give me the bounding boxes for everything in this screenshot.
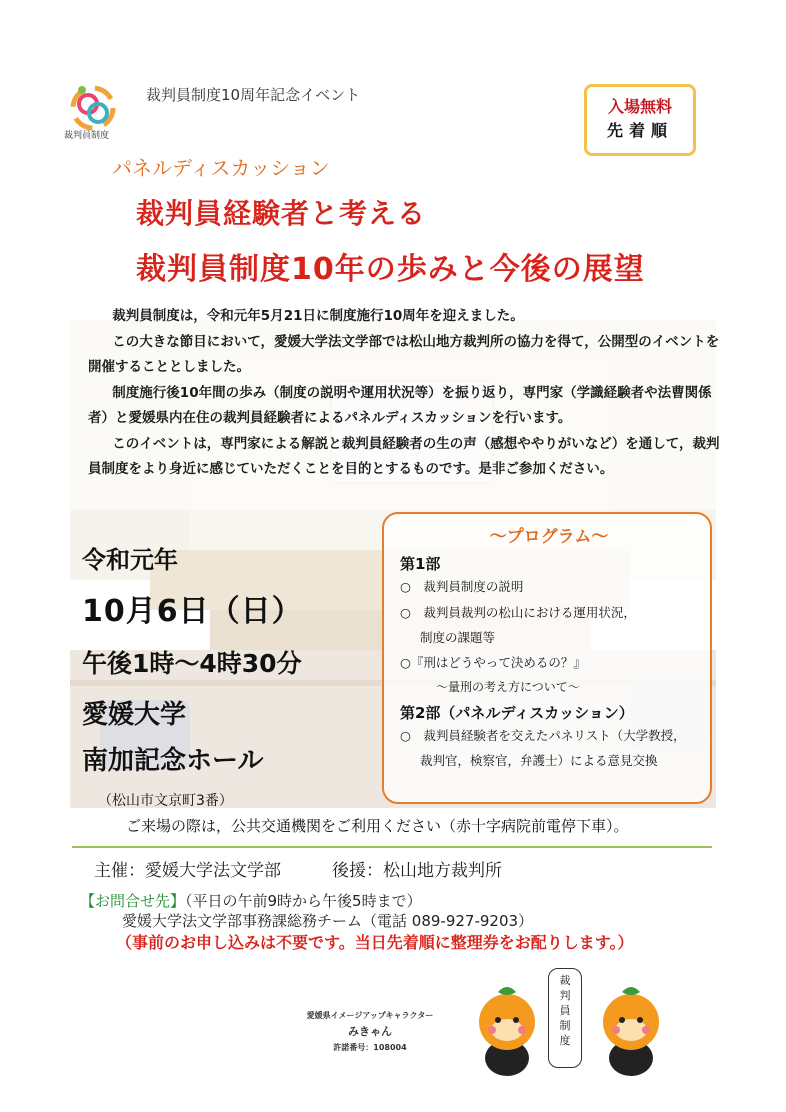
access-note: ご来場の際は，公共交通機関をご利用ください（赤十字病院前電停下車）。 [126, 817, 629, 835]
logo-caption: 裁判員制度 [64, 131, 110, 141]
event-address: （松山市文京町3番） [98, 793, 233, 809]
badge-first-come: 先着順 [606, 121, 673, 140]
title-line-2: 裁判員制度10年の歩みと今後の展望 [136, 252, 645, 287]
program-item: ○ 裁判員制度の説明 [400, 579, 524, 594]
mascot-info [270, 1008, 470, 1056]
permit-number: 許諾番号：108004 [333, 1043, 407, 1052]
program-item-continued: 制度の課題等 [420, 630, 496, 645]
intro-paragraph: 裁判員制度は，令和元年5月21日に制度施行10周年を迎えました。 [112, 308, 524, 324]
program-item: ○ 裁判員裁判の松山における運用状況， [400, 605, 636, 620]
program-part-2-title: 第2部（パネルディスカッション） [400, 704, 634, 722]
intro-text [88, 304, 728, 483]
organizer-line: 主催：愛媛大学法文学部 後援：松山地方裁判所 [94, 861, 502, 881]
program-item-note: ～量刑の考え方について～ [436, 680, 580, 694]
intro-paragraph: このイベントは，専門家による解説と裁判員経験者の生の声（感想ややりがいなど）を通して，裁判員制度をより身近に感じていただくことを目的とするものです。是非ご参加ください。 [88, 435, 720, 477]
contact-team: 愛媛大学法文学部事務課総務チーム（電話 089-927-9203） [122, 912, 534, 930]
mascot-caption: 愛媛県イメージアップキャラクター [306, 1011, 434, 1020]
mascot-name: みきゃん [348, 1025, 392, 1038]
event-label: 裁判員制度10周年記念イベント [146, 86, 361, 104]
subtitle: パネルディスカッション [112, 156, 330, 180]
event-era: 令和元年 [82, 546, 178, 574]
admission-badge [584, 84, 696, 156]
intro-paragraph: この大きな節目において，愛媛大学法文学部では松山地方裁判所の協力を得て，公開型のイベントを開催することとしました。 [88, 333, 720, 375]
mikyan-mascot-icon [470, 978, 544, 1078]
intro-paragraph: 制度施行後10年間の歩み（制度の説明や運用状況等）を振り返り，専門家（学識経験者や法曹関係者）と愛媛県内在住の裁判員経験者によるパネルディスカッションを行います。 [88, 384, 712, 426]
program-item: ○ 裁判員経験者を交えたパネリスト（大学教授， [400, 728, 686, 743]
saibanin-tag [548, 968, 582, 1068]
event-venue-hall: 南加記念ホール [82, 746, 264, 776]
mikyan-mascot-icon [594, 978, 668, 1078]
tag-text: 裁 判 員 制 度 [559, 974, 571, 1047]
program-item-continued: 裁判官，検察官，弁護士）による意見交換 [420, 753, 658, 768]
program-part-1-title: 第1部 [400, 555, 441, 573]
contact-line [80, 890, 422, 911]
event-date: 10月6日（日） [82, 594, 303, 629]
divider [72, 846, 712, 848]
program-box [382, 512, 712, 804]
title-line-1: 裁判員経験者と考える [136, 197, 427, 230]
contact-hours: （平日の午前9時から午後5時まで） [185, 892, 422, 910]
contact-label: 【お問合せ先】 [80, 892, 186, 910]
event-time: 午後1時～4時30分 [82, 649, 302, 678]
contact-note: （事前のお申し込みは不要です。当日先着順に整理券をお配りします。） [116, 933, 634, 952]
event-venue-university: 愛媛大学 [82, 700, 187, 730]
program-title: ～プログラム～ [489, 527, 609, 547]
badge-free: 入場無料 [607, 97, 672, 116]
program-item: ○『刑はどうやって決めるの？』 [400, 655, 586, 670]
